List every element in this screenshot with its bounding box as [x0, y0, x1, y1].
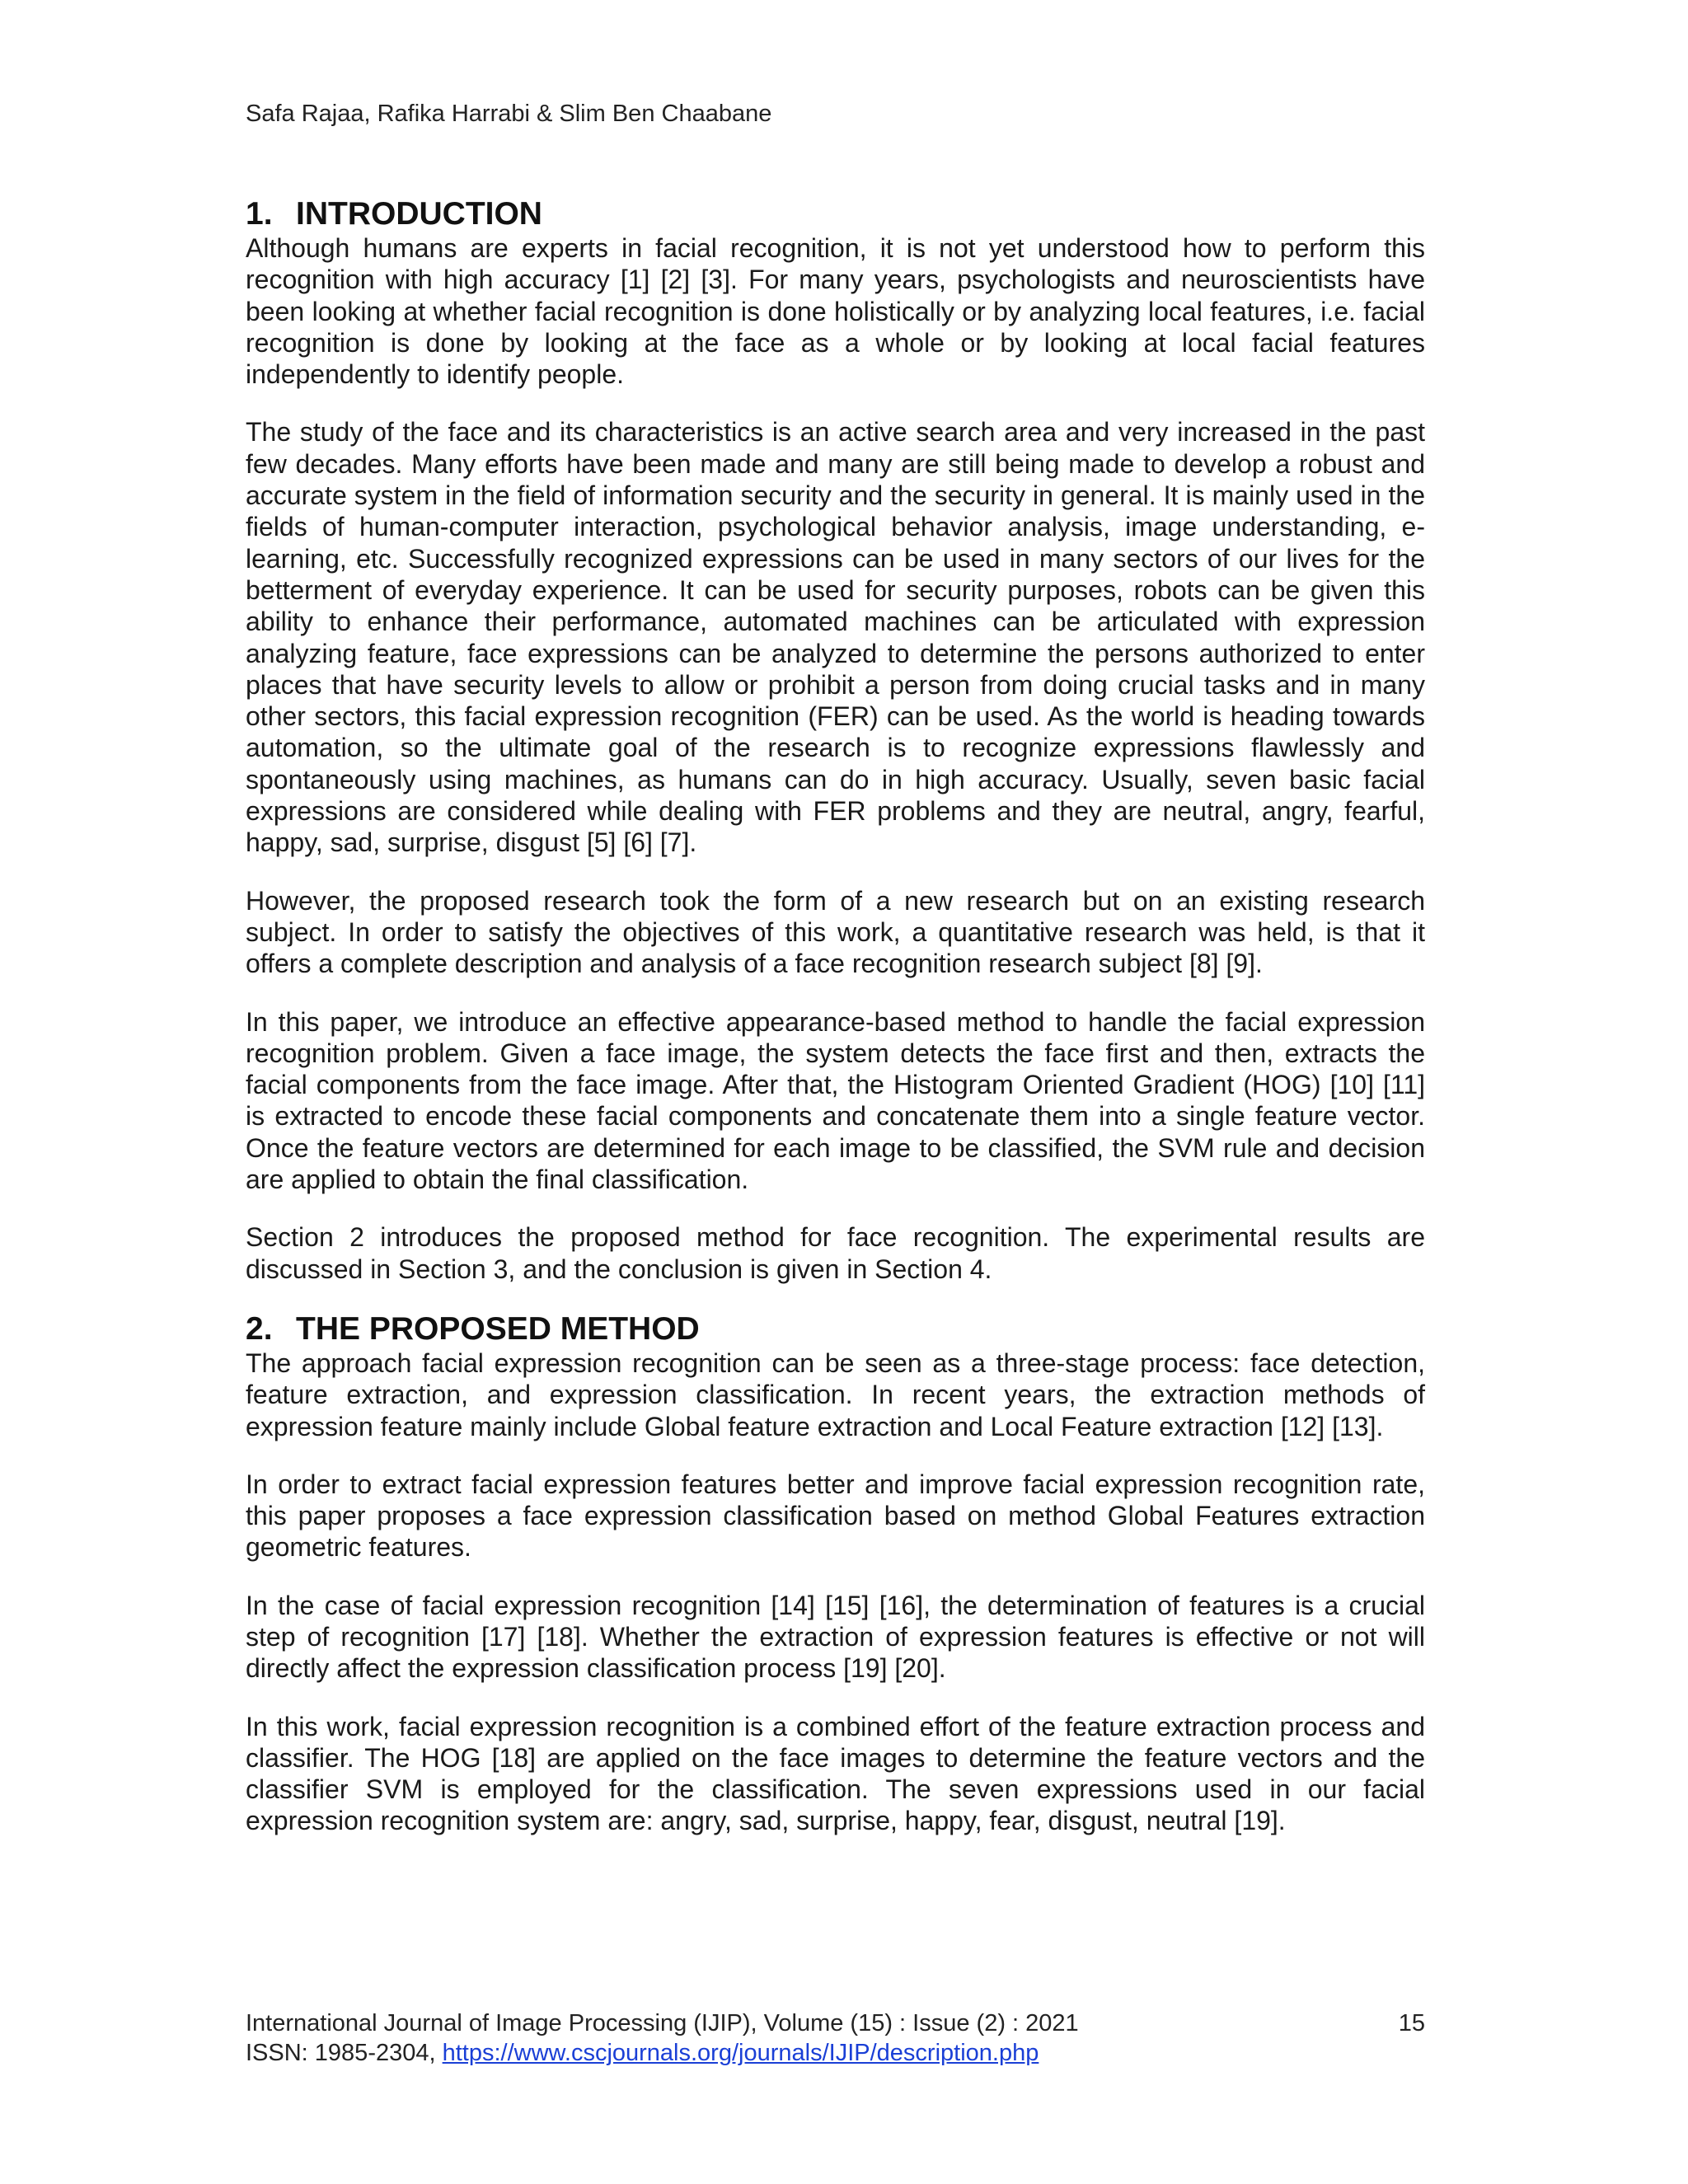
section-heading-introduction: [246, 196, 1425, 232]
running-header-authors: Safa Rajaa, Rafika Harrabi & Slim Ben Chaabane: [246, 101, 772, 127]
paragraph: However, the proposed research took the form of a new research but on an existing research subject. In order to satisfy the objectives of this work, a quantitative research was held, is that it offers a complete description and analysis of a face recognition research subject [8] [9].: [246, 885, 1425, 979]
section-proposed-method: [246, 1311, 1425, 1837]
paragraph: Although humans are experts in facial recognition, it is not yet understood how to perform this recognition with high accuracy [1] [2] [3]. For many years, psychologists and neuroscientists have been looking at whether facial recognition is done holistically or by analyzing local features, i.e. facial recognition is done by looking at the face as a whole or by looking at local facial features independently to identify people.: [246, 233, 1425, 390]
footer-journal-info: International Journal of Image Processing (IJIP), Volume (15) : Issue (2) : 2021: [246, 2010, 1079, 2036]
section-title: INTRODUCTION: [296, 196, 542, 232]
journal-link[interactable]: https://www.cscjournals.org/journals/IJIP/description.php: [442, 2040, 1039, 2066]
paragraph: In order to extract facial expression features better and improve facial expression recognition rate, this paper proposes a face expression classification based on method Global Features extraction geometric features.: [246, 1469, 1425, 1563]
section-number: 1.: [246, 196, 273, 232]
footer-journal-row: [246, 2008, 1425, 2038]
section-number: 2.: [246, 1310, 273, 1347]
section-heading-proposed-method: [246, 1311, 1425, 1347]
paragraph: The study of the face and its characteristics is an active search area and very increased in the past few decades. Many efforts have been made and many are still being made to develop a robust and accurate system in the field of information security and the security in general. It is mainly used in the fields of human-computer interaction, psychological behavior analysis, image understanding, e-learning, etc. Successfully recognized expressions can be used in many sectors of our lives for the betterment of everyday experience. It can be used for security purposes, robots can be given this ability to enhance their performance, automated machines can be articulated with expression analyzing feature, face expressions can be analyzed to determine the persons authorized to enter places that have security levels to allow or prohibit a person from doing crucial tasks and in many other sectors, this facial expression recognition (FER) can be used. As the world is heading towards automation, so the ultimate goal of the research is to recognize expressions flawlessly and spontaneously using machines, as humans can do in high accuracy. Usually, seven basic facial expressions are considered while dealing with FER problems and they are neutral, angry, fearful, happy, sad, surprise, disgust [5] [6] [7].: [246, 417, 1425, 858]
main-content: [246, 196, 1425, 1863]
paragraph: Section 2 introduces the proposed method for face recognition. The experimental results are discussed in Section 3, and the conclusion is given in Section 4.: [246, 1222, 1425, 1284]
paragraph: The approach facial expression recognition can be seen as a three-stage process: face detection, feature extraction, and expression classification. In recent years, the extraction methods of expression feature mainly include Global feature extraction and Local Feature extraction [12] [13].: [246, 1347, 1425, 1441]
section-introduction: [246, 196, 1425, 1285]
paragraph: In this paper, we introduce an effective appearance-based method to handle the facial expression recognition problem. Given a face image, the system detects the face first and then, extracts the facial components from the face image. After that, the Histogram Oriented Gradient (HOG) [10] [11] is extracted to encode these facial components and concatenate them into a single feature vector. Once the feature vectors are determined for each image to be classified, the SVM rule and decision are applied to obtain the final classification.: [246, 1006, 1425, 1195]
paragraph: In this work, facial expression recognition is a combined effort of the feature extraction process and classifier. The HOG [18] are applied on the face images to determine the feature vectors and the classifier SVM is employed for the classification. The seven expressions used in our facial expression recognition system are: angry, sad, surprise, happy, fear, disgust, neutral [19].: [246, 1711, 1425, 1836]
footer-issn: ISSN: 1985-2304,: [246, 2040, 443, 2066]
page-footer: [246, 2008, 1425, 2068]
paragraph: In the case of facial expression recognition [14] [15] [16], the determination of features is a crucial step of recognition [17] [18]. Whether the extraction of expression features is effective or not will directly affect the expression classification process [19] [20].: [246, 1590, 1425, 1684]
section-title: THE PROPOSED METHOD: [296, 1310, 700, 1347]
page-number: 15: [1398, 2010, 1425, 2036]
footer-issn-row: [246, 2038, 1425, 2068]
